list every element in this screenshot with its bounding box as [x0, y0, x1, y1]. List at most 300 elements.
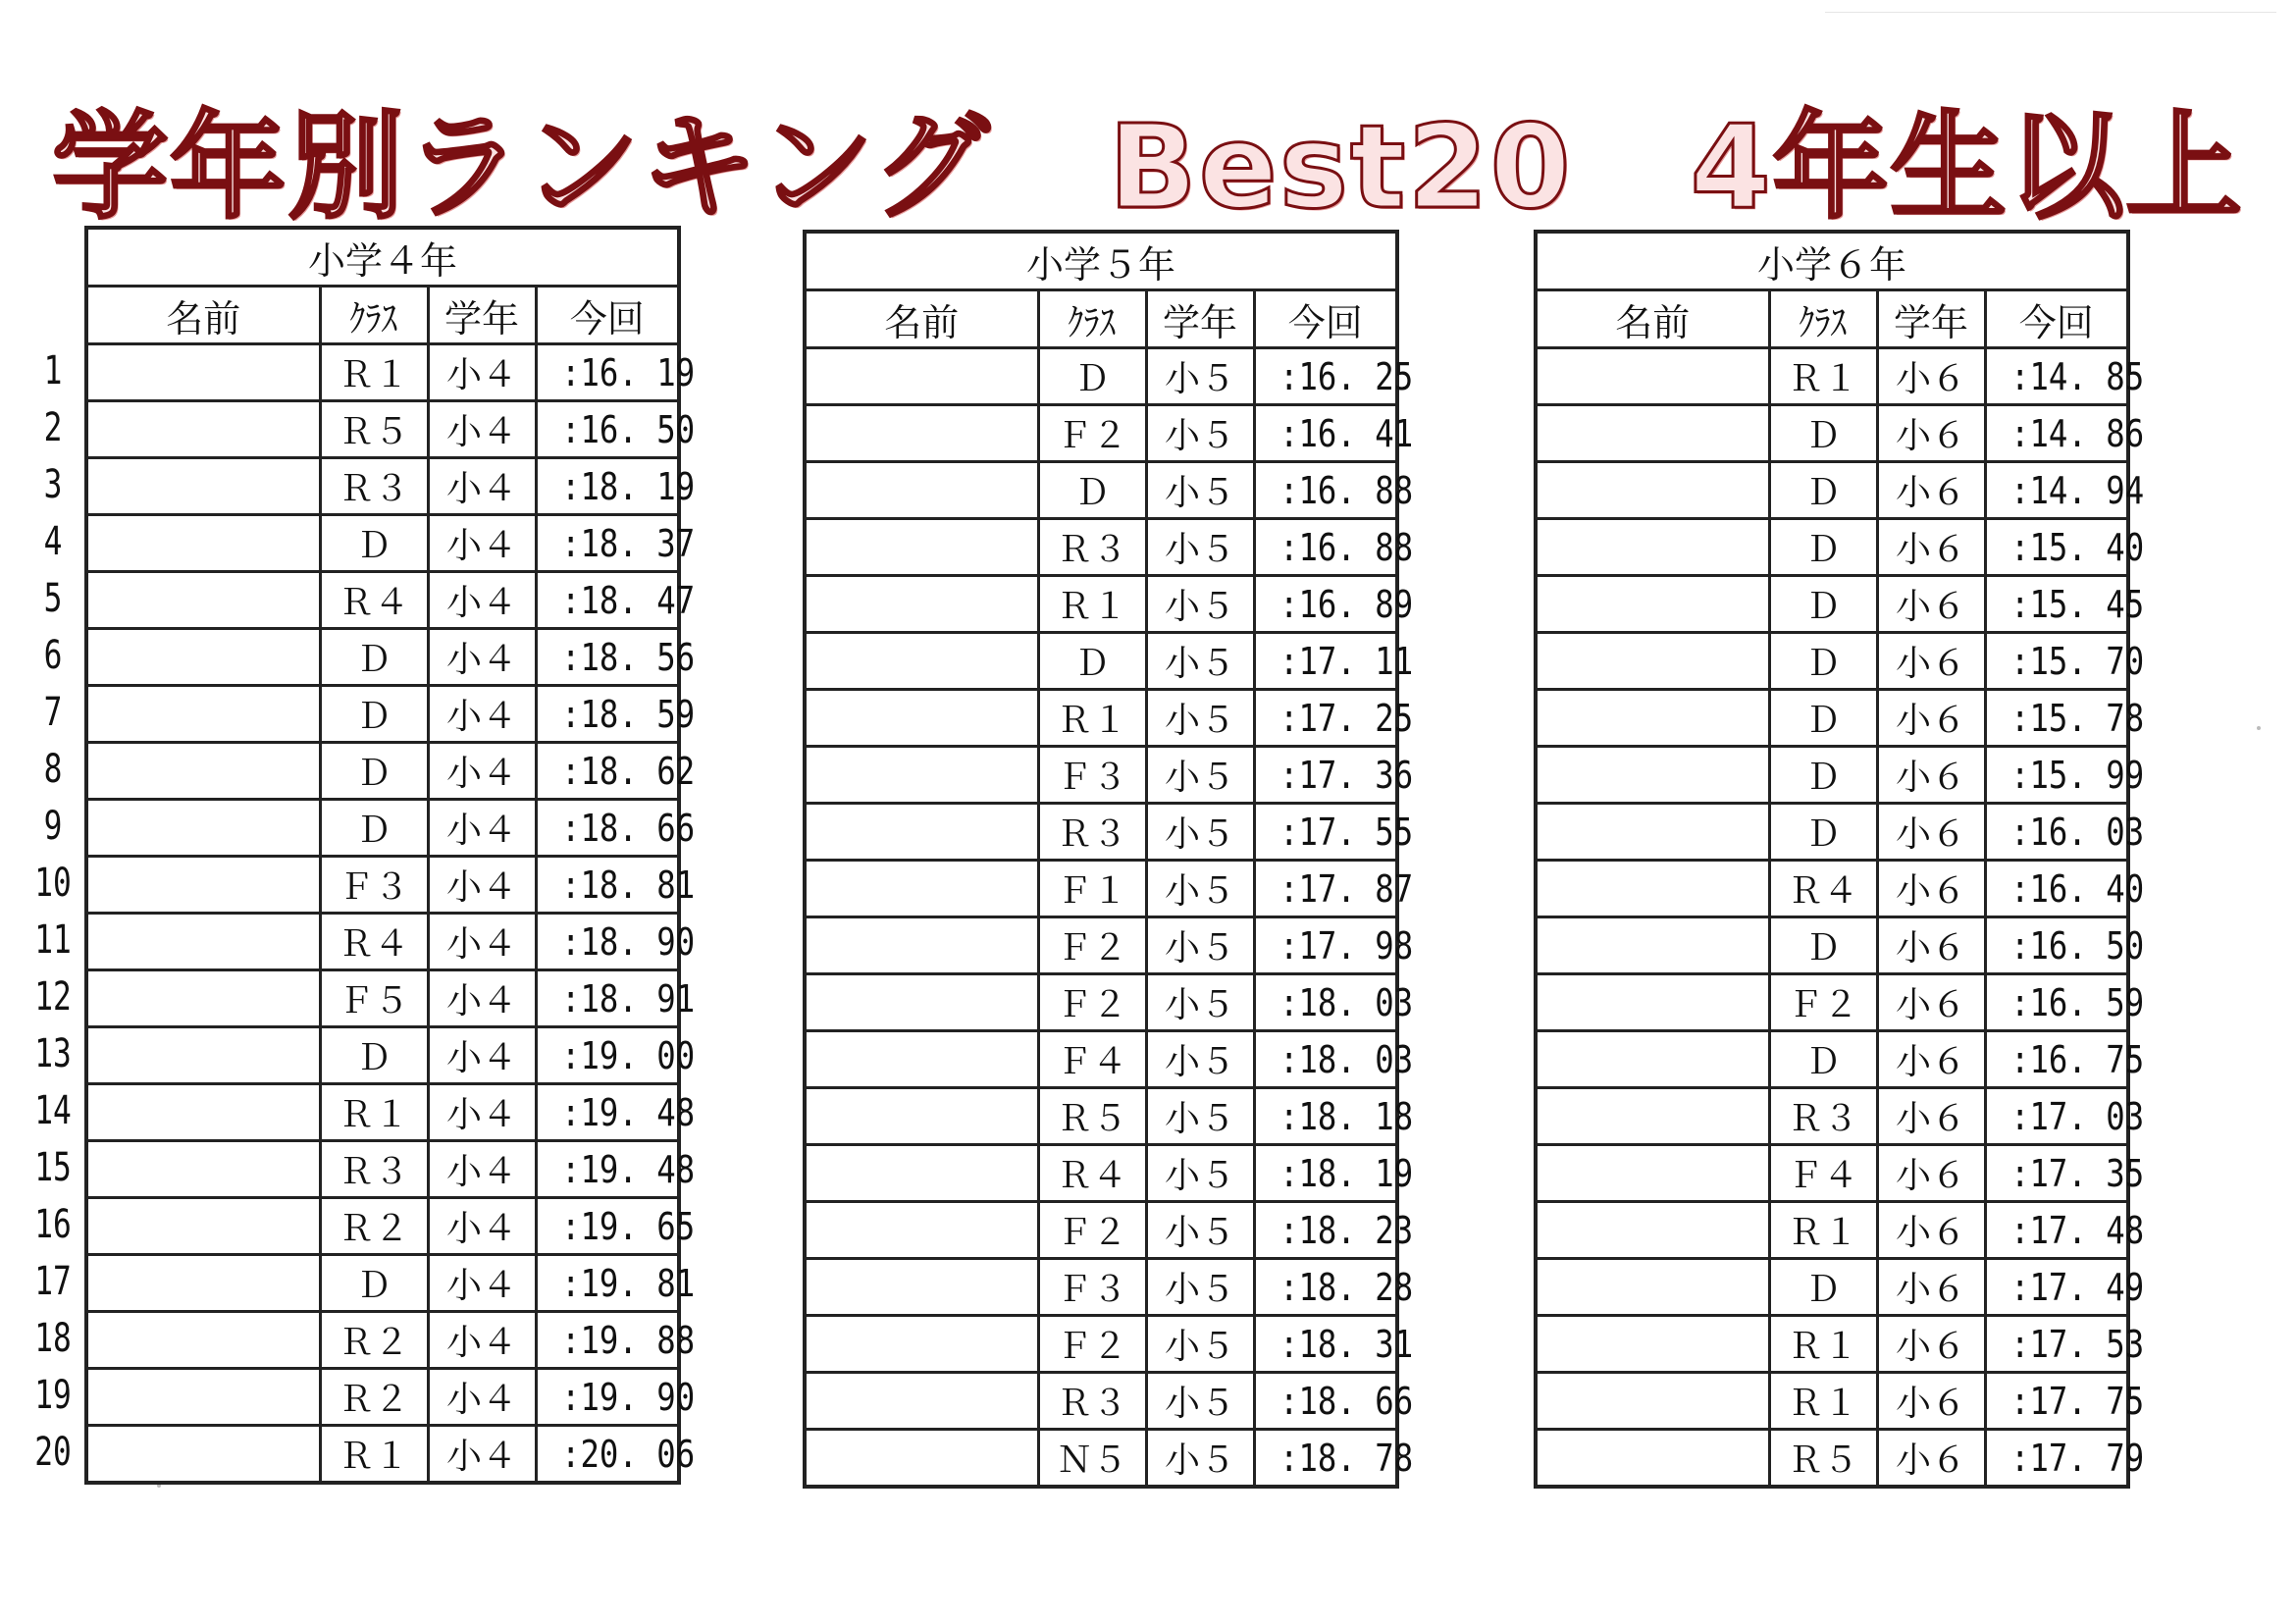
name-cell: [1536, 405, 1769, 462]
name-cell: [805, 576, 1038, 633]
name-cell: [1536, 633, 1769, 690]
page-title: 学年別ランキング Best20 4年生以上: [52, 99, 2244, 235]
table-row: [86, 629, 679, 686]
name-cell: [86, 458, 320, 515]
grade-cell: 小４: [428, 1312, 536, 1369]
class-cell: Ｄ: [320, 800, 428, 857]
rank-number: 4: [43, 519, 63, 564]
table-row: [805, 1259, 1397, 1316]
name-cell: [805, 462, 1038, 519]
column-header-name: 名前: [86, 287, 320, 344]
grade-cell: 小６: [1877, 1031, 1985, 1088]
name-cell: [1536, 747, 1769, 804]
time-cell: :18. 66: [1254, 1373, 1397, 1430]
time-cell: :18. 78: [1254, 1430, 1397, 1488]
grade-cell: 小６: [1877, 861, 1985, 917]
time-cell: :16. 89: [1254, 576, 1397, 633]
table-row: [805, 1316, 1397, 1373]
grade-cell: 小６: [1877, 519, 1985, 576]
name-cell: [1536, 690, 1769, 747]
name-cell: [86, 1027, 320, 1084]
class-cell: Ｒ３: [1038, 804, 1146, 861]
time-cell: :17. 35: [1985, 1145, 2128, 1202]
class-cell: Ｒ１: [320, 1426, 428, 1484]
class-cell: Ｒ１: [1038, 576, 1146, 633]
grade-cell: 小４: [428, 1255, 536, 1312]
grade-cell: 小４: [428, 686, 536, 743]
class-cell: Ｆ３: [1038, 1259, 1146, 1316]
name-cell: [86, 743, 320, 800]
table-row: [1536, 519, 2128, 576]
time-cell: :16. 59: [1985, 974, 2128, 1031]
time-cell: :18. 62: [536, 743, 679, 800]
time-cell: :16. 88: [1254, 462, 1397, 519]
grade-cell: 小６: [1877, 633, 1985, 690]
column-header-grade: 学年: [1146, 290, 1254, 348]
time-cell: :18. 91: [536, 970, 679, 1027]
rank-number-column: [24, 342, 82, 1481]
table-row: [1536, 1202, 2128, 1259]
class-cell: Ｄ: [1038, 348, 1146, 405]
table-row: [1536, 1088, 2128, 1145]
class-cell: Ｄ: [320, 1255, 428, 1312]
time-cell: :17. 98: [1254, 917, 1397, 974]
grade-cell: 小４: [428, 970, 536, 1027]
class-cell: Ｆ３: [1038, 747, 1146, 804]
column-header-grade: 学年: [1877, 290, 1985, 348]
column-header-time: 今回: [536, 287, 679, 344]
grade-heading: 小学４年: [86, 228, 679, 287]
grade-cell: 小６: [1877, 917, 1985, 974]
table-row: [86, 1255, 679, 1312]
time-cell: :18. 19: [1254, 1145, 1397, 1202]
table-row: [805, 861, 1397, 917]
time-cell: :16. 75: [1985, 1031, 2128, 1088]
table-row: [805, 462, 1397, 519]
class-cell: Ｄ: [1038, 633, 1146, 690]
time-cell: :15. 99: [1985, 747, 2128, 804]
name-cell: [1536, 1145, 1769, 1202]
class-cell: Ｒ２: [320, 1198, 428, 1255]
grade-cell: 小６: [1877, 690, 1985, 747]
class-cell: Ｒ３: [1038, 1373, 1146, 1430]
name-cell: [1536, 1430, 1769, 1488]
class-cell: Ｒ１: [1769, 1316, 1877, 1373]
class-cell: Ｒ３: [320, 458, 428, 515]
time-cell: :18. 66: [536, 800, 679, 857]
class-cell: Ｄ: [1769, 804, 1877, 861]
time-cell: :19. 81: [536, 1255, 679, 1312]
time-cell: :18. 37: [536, 515, 679, 572]
table-row: [1536, 1373, 2128, 1430]
table-row: [1536, 405, 2128, 462]
grade-cell: 小５: [1146, 348, 1254, 405]
table-row: [1536, 804, 2128, 861]
table-row: [805, 1430, 1397, 1488]
time-cell: :18. 18: [1254, 1088, 1397, 1145]
grade-cell: 小４: [428, 857, 536, 914]
name-cell: [805, 974, 1038, 1031]
time-cell: :14. 85: [1985, 348, 2128, 405]
class-cell: Ｆ２: [1038, 405, 1146, 462]
name-cell: [86, 1084, 320, 1141]
time-cell: :17. 75: [1985, 1373, 2128, 1430]
class-cell: Ｆ４: [1038, 1031, 1146, 1088]
name-cell: [1536, 861, 1769, 917]
time-cell: :18. 81: [536, 857, 679, 914]
grade-cell: 小５: [1146, 519, 1254, 576]
table-row: [805, 519, 1397, 576]
time-cell: :18. 56: [536, 629, 679, 686]
class-cell: Ｒ３: [320, 1141, 428, 1198]
grade-cell: 小４: [428, 572, 536, 629]
class-cell: Ｄ: [1769, 633, 1877, 690]
time-cell: :17. 36: [1254, 747, 1397, 804]
name-cell: [86, 1141, 320, 1198]
name-cell: [86, 401, 320, 458]
grade-cell: 小５: [1146, 974, 1254, 1031]
class-cell: Ｒ２: [320, 1312, 428, 1369]
time-cell: :16. 03: [1985, 804, 2128, 861]
class-cell: Ｒ４: [1769, 861, 1877, 917]
time-cell: :15. 45: [1985, 576, 2128, 633]
table-row: [86, 1312, 679, 1369]
time-cell: :17. 11: [1254, 633, 1397, 690]
name-cell: [805, 804, 1038, 861]
ranking-table-grade4: [84, 226, 695, 1485]
time-cell: :17. 79: [1985, 1430, 2128, 1488]
grade-cell: 小５: [1146, 1145, 1254, 1202]
column-header-class: ｸﾗｽ: [320, 287, 428, 344]
grade-cell: 小６: [1877, 462, 1985, 519]
class-cell: Ｒ１: [1038, 690, 1146, 747]
name-cell: [1536, 1316, 1769, 1373]
class-cell: Ｄ: [1038, 462, 1146, 519]
class-cell: Ｆ２: [1769, 974, 1877, 1031]
table-row: [86, 857, 679, 914]
table-row: [805, 974, 1397, 1031]
grade-cell: 小４: [428, 1426, 536, 1484]
grade-cell: 小５: [1146, 747, 1254, 804]
name-cell: [1536, 917, 1769, 974]
class-cell: Ｒ２: [320, 1369, 428, 1426]
grade-cell: 小５: [1146, 804, 1254, 861]
grade-cell: 小４: [428, 800, 536, 857]
rank-number: 8: [43, 747, 63, 792]
grade-cell: 小５: [1146, 1031, 1254, 1088]
time-cell: :18. 23: [1254, 1202, 1397, 1259]
grade-cell: 小６: [1877, 1088, 1985, 1145]
column-header-name: 名前: [805, 290, 1038, 348]
class-cell: Ｒ１: [320, 344, 428, 401]
time-cell: :18. 03: [1254, 974, 1397, 1031]
name-cell: [805, 1373, 1038, 1430]
name-cell: [1536, 576, 1769, 633]
class-cell: Ｒ１: [1769, 348, 1877, 405]
grade-cell: 小５: [1146, 1373, 1254, 1430]
class-cell: Ｄ: [320, 743, 428, 800]
grade-cell: 小６: [1877, 804, 1985, 861]
name-cell: [86, 800, 320, 857]
grade-cell: 小６: [1877, 348, 1985, 405]
table-row: [805, 1031, 1397, 1088]
time-cell: :14. 86: [1985, 405, 2128, 462]
rank-number: 6: [43, 633, 63, 678]
grade-cell: 小４: [428, 515, 536, 572]
rank-number: 15: [34, 1145, 72, 1190]
class-cell: Ｆ２: [1038, 1202, 1146, 1259]
name-cell: [86, 1426, 320, 1484]
name-cell: [805, 1259, 1038, 1316]
name-cell: [805, 1031, 1038, 1088]
class-cell: Ｆ１: [1038, 861, 1146, 917]
table-row: [86, 344, 679, 401]
class-cell: Ｄ: [1769, 1031, 1877, 1088]
grade-cell: 小４: [428, 1198, 536, 1255]
name-cell: [86, 515, 320, 572]
grade-cell: 小６: [1877, 1430, 1985, 1488]
time-cell: :19. 00: [536, 1027, 679, 1084]
time-cell: :18. 90: [536, 914, 679, 970]
table-row: [805, 1088, 1397, 1145]
rank-number: 16: [34, 1202, 72, 1247]
rank-number: 18: [34, 1316, 72, 1361]
name-cell: [86, 344, 320, 401]
class-cell: Ｆ２: [1038, 1316, 1146, 1373]
table-row: [805, 917, 1397, 974]
grade-cell: 小５: [1146, 1430, 1254, 1488]
class-cell: Ｒ３: [1769, 1088, 1877, 1145]
table-row: [1536, 1316, 2128, 1373]
table-row: [805, 1145, 1397, 1202]
table-row: [86, 970, 679, 1027]
class-cell: Ｆ２: [1038, 974, 1146, 1031]
name-cell: [805, 1088, 1038, 1145]
time-cell: :18. 03: [1254, 1031, 1397, 1088]
name-cell: [1536, 1373, 1769, 1430]
time-cell: :17. 55: [1254, 804, 1397, 861]
table-row: [86, 1141, 679, 1198]
class-cell: Ｄ: [1769, 519, 1877, 576]
rank-number: 7: [43, 690, 63, 735]
name-cell: [805, 405, 1038, 462]
time-cell: :18. 59: [536, 686, 679, 743]
grade-cell: 小６: [1877, 1145, 1985, 1202]
time-cell: :16. 40: [1985, 861, 2128, 917]
table-row: [1536, 1430, 2128, 1488]
table-row: [1536, 1259, 2128, 1316]
rank-number: 10: [34, 861, 72, 906]
grade-cell: 小６: [1877, 747, 1985, 804]
rank-number: 9: [43, 804, 63, 849]
grade-cell: 小４: [428, 1369, 536, 1426]
table-row: [1536, 690, 2128, 747]
grade-heading: 小学６年: [1536, 232, 2128, 290]
name-cell: [86, 857, 320, 914]
grade-cell: 小４: [428, 743, 536, 800]
name-cell: [86, 1312, 320, 1369]
grade-cell: 小５: [1146, 1202, 1254, 1259]
name-cell: [805, 861, 1038, 917]
grade-cell: 小４: [428, 1084, 536, 1141]
class-cell: Ｆ４: [1769, 1145, 1877, 1202]
table-row: [86, 1084, 679, 1141]
rank-number: 5: [43, 576, 63, 621]
grade-cell: 小４: [428, 1141, 536, 1198]
class-cell: Ｒ５: [320, 401, 428, 458]
name-cell: [805, 519, 1038, 576]
class-cell: Ｆ３: [320, 857, 428, 914]
time-cell: :14. 94: [1985, 462, 2128, 519]
time-cell: :18. 19: [536, 458, 679, 515]
grade-cell: 小４: [428, 1027, 536, 1084]
table-row: [1536, 462, 2128, 519]
name-cell: [805, 1316, 1038, 1373]
class-cell: Ｄ: [320, 515, 428, 572]
name-cell: [1536, 462, 1769, 519]
grade-cell: 小６: [1877, 1373, 1985, 1430]
grade-cell: 小５: [1146, 917, 1254, 974]
time-cell: :16. 41: [1254, 405, 1397, 462]
name-cell: [805, 633, 1038, 690]
grade-cell: 小５: [1146, 576, 1254, 633]
table-row: [1536, 747, 2128, 804]
class-cell: Ｆ２: [1038, 917, 1146, 974]
time-cell: :19. 90: [536, 1369, 679, 1426]
class-cell: Ｄ: [1769, 462, 1877, 519]
time-cell: :17. 25: [1254, 690, 1397, 747]
time-cell: :16. 19: [536, 344, 679, 401]
time-cell: :17. 03: [1985, 1088, 2128, 1145]
time-cell: :17. 87: [1254, 861, 1397, 917]
grade-cell: 小６: [1877, 1259, 1985, 1316]
column-header-class: ｸﾗｽ: [1038, 290, 1146, 348]
scan-speck: [2257, 726, 2261, 730]
name-cell: [805, 1202, 1038, 1259]
rank-number: 1: [43, 348, 63, 393]
name-cell: [1536, 1259, 1769, 1316]
column-header-time: 今回: [1254, 290, 1397, 348]
time-cell: :18. 47: [536, 572, 679, 629]
column-header-time: 今回: [1985, 290, 2128, 348]
grade-cell: 小４: [428, 458, 536, 515]
rank-number: 20: [34, 1430, 72, 1475]
column-header-class: ｸﾗｽ: [1769, 290, 1877, 348]
class-cell: Ｒ１: [1769, 1373, 1877, 1430]
grade-cell: 小６: [1877, 1316, 1985, 1373]
time-cell: :18. 28: [1254, 1259, 1397, 1316]
table-row: [805, 690, 1397, 747]
time-cell: :19. 48: [536, 1141, 679, 1198]
grade-cell: 小５: [1146, 405, 1254, 462]
column-header-grade: 学年: [428, 287, 536, 344]
name-cell: [86, 572, 320, 629]
table-row: [805, 1373, 1397, 1430]
column-header-name: 名前: [1536, 290, 1769, 348]
name-cell: [86, 629, 320, 686]
table-row: [86, 1369, 679, 1426]
table-row: [805, 405, 1397, 462]
class-cell: Ｄ: [1769, 747, 1877, 804]
class-cell: Ｄ: [320, 1027, 428, 1084]
time-cell: :17. 53: [1985, 1316, 2128, 1373]
class-cell: Ｄ: [1769, 1259, 1877, 1316]
class-cell: Ｄ: [320, 629, 428, 686]
class-cell: Ｒ４: [320, 914, 428, 970]
grade-cell: 小６: [1877, 576, 1985, 633]
class-cell: Ｒ５: [1038, 1088, 1146, 1145]
time-cell: :18. 31: [1254, 1316, 1397, 1373]
grade-cell: 小５: [1146, 861, 1254, 917]
class-cell: Ｒ４: [320, 572, 428, 629]
table-row: [86, 401, 679, 458]
grade-cell: 小６: [1877, 405, 1985, 462]
class-cell: Ｄ: [1769, 917, 1877, 974]
class-cell: Ｄ: [1769, 576, 1877, 633]
grade-cell: 小５: [1146, 690, 1254, 747]
grade-cell: 小５: [1146, 462, 1254, 519]
ranking-table-grade5: [803, 230, 1413, 1489]
class-cell: Ｎ５: [1038, 1430, 1146, 1488]
time-cell: :19. 65: [536, 1198, 679, 1255]
time-cell: :15. 40: [1985, 519, 2128, 576]
rank-number: 11: [34, 917, 72, 963]
time-cell: :15. 78: [1985, 690, 2128, 747]
class-cell: Ｒ１: [1769, 1202, 1877, 1259]
rank-number: 13: [34, 1031, 72, 1076]
rank-number: 17: [34, 1259, 72, 1304]
time-cell: :15. 70: [1985, 633, 2128, 690]
time-cell: :16. 50: [536, 401, 679, 458]
name-cell: [86, 686, 320, 743]
table-row: [86, 1426, 679, 1484]
name-cell: [805, 348, 1038, 405]
class-cell: Ｄ: [1769, 690, 1877, 747]
name-cell: [86, 970, 320, 1027]
name-cell: [86, 1198, 320, 1255]
table-row: [805, 633, 1397, 690]
table-row: [805, 1202, 1397, 1259]
grade-cell: 小５: [1146, 1088, 1254, 1145]
grade-cell: 小４: [428, 914, 536, 970]
rank-number: 2: [43, 405, 63, 450]
name-cell: [1536, 1088, 1769, 1145]
table-row: [1536, 974, 2128, 1031]
time-cell: :16. 50: [1985, 917, 2128, 974]
table-row: [805, 576, 1397, 633]
table-row: [86, 914, 679, 970]
grade-heading: 小学５年: [805, 232, 1397, 290]
time-cell: :19. 48: [536, 1084, 679, 1141]
grade-cell: 小５: [1146, 1259, 1254, 1316]
class-cell: Ｆ５: [320, 970, 428, 1027]
class-cell: Ｒ５: [1769, 1430, 1877, 1488]
rank-number: 19: [34, 1373, 72, 1418]
table-row: [86, 743, 679, 800]
table-row: [1536, 576, 2128, 633]
table-row: [86, 572, 679, 629]
table-row: [86, 686, 679, 743]
table-row: [1536, 917, 2128, 974]
table-row: [1536, 1145, 2128, 1202]
table-row: [1536, 348, 2128, 405]
scan-edge-line: [1825, 12, 2276, 13]
name-cell: [805, 917, 1038, 974]
class-cell: Ｒ３: [1038, 519, 1146, 576]
grade-cell: 小５: [1146, 633, 1254, 690]
table-row: [805, 747, 1397, 804]
name-cell: [1536, 804, 1769, 861]
